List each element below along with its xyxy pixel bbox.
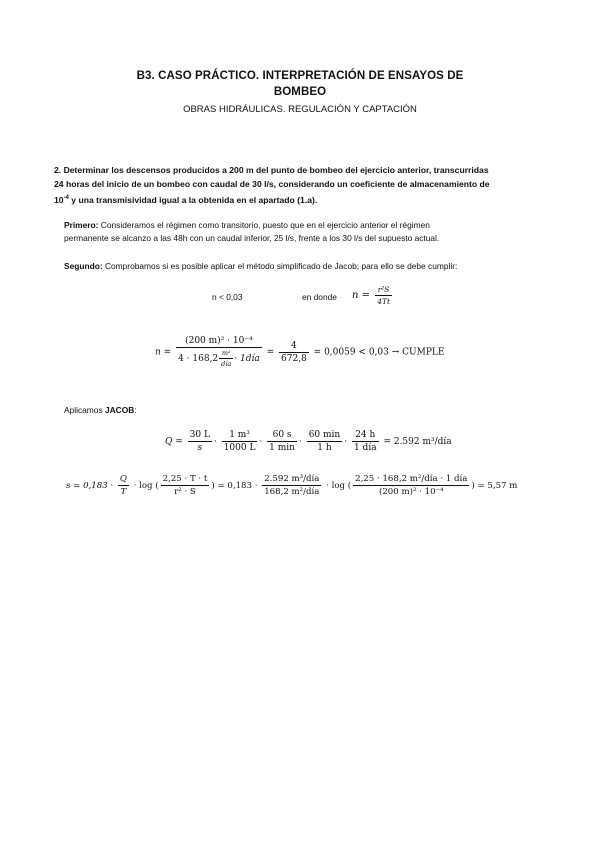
primero-label: Primero: (64, 220, 99, 230)
question-statement (54, 163, 554, 207)
question-line-2: 24 horas del inicio de un bombeo con caudal de 30 l/s, considerando un coeficiente de almacenamiento de (54, 179, 490, 189)
document-subtitle: OBRAS HIDRÁULICAS. REGULACIÓN Y CAPTACIÓN (183, 104, 417, 115)
document-title-line1: B3. CASO PRÁCTICO. INTERPRETACIÓN DE ENSAYOS DE (136, 70, 464, 82)
condition-lhs: n < 0,03 (212, 292, 243, 302)
q-equation: Q = $\frac{30 L}{s}$ · $\frac{\text{1 m³}}{1000 L}$ · $\frac{60 s}{1 \min}$ · $\frac{60 \min}{1 h}$ · $\frac{24 h}{\text{1 día}}$ = 2.592 m³/día (165, 430, 452, 453)
primero-paragraph: Primero: Consideramos el régimen como transitorio, puesto que en el ejercicio anterior el régimen permanente se alcanzo a las 48h con un caudal inferior, 25 l/s, frente a los 30 l/s del supuesto actual. (64, 220, 440, 243)
s-equation: s = 0,183 · $\frac{Q}{T}$ · log ( $\frac{2,25 \cdot T \cdot t}{\text{r² · S}}$ ) = 0,183 · $\frac{\text{2.592 m³/día}}{\text{168,2 m²/día}}$ · log ( $\frac{\text{2,25 · 168,2 m²/día · 1 día}}{\text{(200 m)² · 10⁻⁴}}$ ) = 5,57 m (66, 474, 518, 497)
question-line-3: $10^{-4}$ y una transmisividad igual a la obtenida en el apartado (1.a). (54, 194, 318, 205)
question-line-1: 2. Determinar los descensos producidos a 200 m del punto de bombeo del ejercicio anterior, transcurridas (54, 165, 489, 175)
condition-where: en donde (302, 292, 337, 302)
condition-formula: n = $\frac{\text{r²S}}{4Tt}$ (352, 285, 390, 306)
question-number: 2. (54, 165, 62, 175)
segundo-paragraph: Segundo: Comprobamos si es posible aplicar el método simplificado de Jacob; para ello se debe cumplir: (64, 261, 458, 271)
aplicamos-line: Aplicamos JACOB: (64, 405, 137, 415)
n-equation: n = (200 m)² · 10⁻⁴ 4 · 168,2 $\frac{\text{m²}}{\text{día}}$ · 1día = $\frac{4}{672,8}$ = 0,0059 < 0,03 → CUMPLE (155, 336, 445, 368)
segundo-label: Segundo: (64, 261, 103, 271)
document-title-line2: BOMBEO (273, 86, 327, 98)
